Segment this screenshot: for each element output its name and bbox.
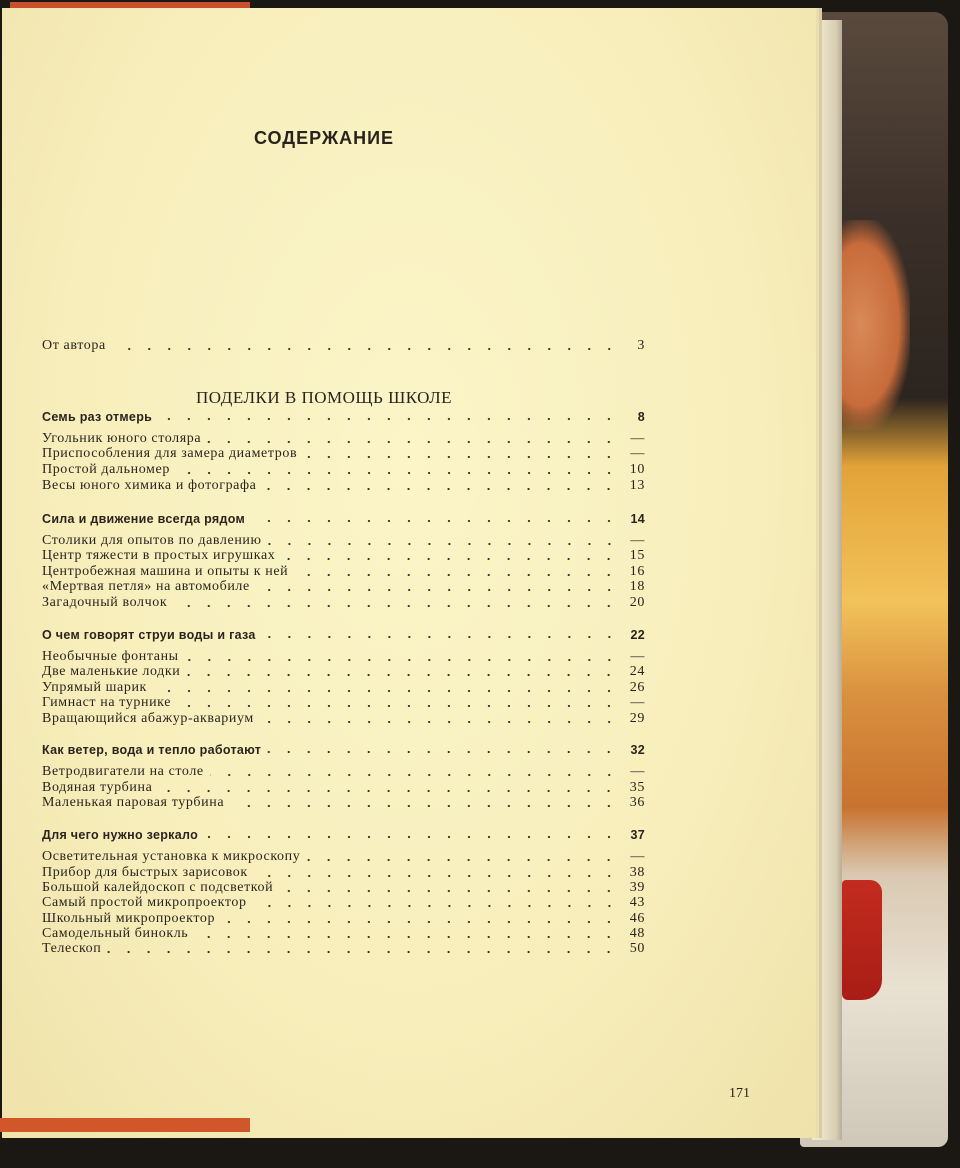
toc-entry-page: 35 — [629, 780, 645, 795]
toc-entry — [42, 478, 645, 494]
toc-entry — [42, 711, 645, 727]
toc-entry-page: 16 — [629, 564, 645, 579]
toc-entry-page: 29 — [629, 711, 645, 726]
toc-entry — [42, 431, 645, 447]
toc-entry-title: Водяная турбина — [42, 780, 153, 795]
toc-entry-title: Две маленькие лодки — [42, 664, 181, 679]
toc-leader — [262, 487, 619, 491]
toc-entry-title: Ветродвигатели на столе — [42, 764, 204, 779]
toc-leader — [158, 417, 619, 421]
toc-entry-page: 18 — [629, 579, 645, 594]
toc-entry-title: Телескоп — [42, 941, 102, 956]
toc-leader — [186, 673, 619, 677]
book-page — [2, 8, 816, 1138]
toc-section-title: Для чего нужно зеркало — [42, 828, 199, 842]
toc-entry-page: — — [630, 695, 645, 710]
toc-entry-title: Самодельный бинокль — [42, 926, 189, 941]
toc-leader — [267, 750, 619, 754]
toc-entry-page: 48 — [629, 926, 645, 941]
toc-leader — [107, 950, 619, 954]
toc-entry-page: 38 — [629, 865, 645, 880]
toc-section-page: 14 — [630, 512, 645, 526]
toc-leader — [294, 573, 619, 577]
toc-leader — [254, 874, 619, 878]
toc-entry-title: Прибор для быстрых зарисовок — [42, 865, 248, 880]
toc-entry-page: 24 — [629, 664, 645, 679]
toc-entry — [42, 446, 645, 462]
page-title: СОДЕРЖАНИЕ — [253, 128, 395, 148]
toc-entry — [42, 764, 645, 780]
toc-section — [42, 826, 645, 842]
toc-section-title: Как ветер, вода и тепло работают — [42, 743, 262, 757]
toc-entry — [42, 895, 645, 911]
toc-leader — [230, 804, 619, 808]
cover-illustration — [840, 220, 910, 430]
toc-entry-page: 36 — [629, 795, 645, 810]
toc-section-title: Сила и движение всегда рядом — [42, 512, 246, 526]
toc-entry — [42, 795, 645, 811]
page-edges — [812, 20, 842, 1140]
page-number: 171 — [729, 1086, 750, 1101]
toc-entry-title: Осветительная установка к микроскопу — [42, 849, 301, 864]
toc-entry-title: Центр тяжести в простых игрушках — [42, 548, 276, 563]
toc-entry — [42, 926, 645, 942]
toc-leader — [221, 920, 619, 924]
toc-entry-page: — — [630, 431, 645, 446]
toc-entry-title: Необычные фонтаны — [42, 649, 179, 664]
toc-entry — [42, 941, 645, 957]
toc-leader — [194, 935, 619, 939]
toc-entry-page: — — [630, 649, 645, 664]
toc-entry-page: 39 — [629, 880, 645, 895]
toc-entry — [42, 865, 645, 881]
toc-leader — [256, 588, 619, 592]
toc-section — [42, 408, 645, 424]
cover-edge-bottom — [0, 1118, 250, 1132]
toc-entry-title: Загадочный волчок — [42, 595, 168, 610]
toc-entry-page: — — [630, 533, 645, 548]
toc-entry — [42, 462, 645, 478]
toc-entry — [42, 780, 645, 796]
toc-section — [42, 741, 645, 757]
toc-entry-title: Большой калейдоскоп с подсветкой — [42, 880, 274, 895]
toc-entry-page: — — [630, 764, 645, 779]
toc-section-page: 37 — [630, 828, 645, 842]
toc-leader — [260, 720, 619, 724]
toc-entry-title: Самый простой микропроектор — [42, 895, 247, 910]
toc-entry-title: Гимнаст на турнике — [42, 695, 172, 710]
toc-leader — [176, 471, 619, 475]
toc-entry-page: 13 — [629, 478, 645, 493]
toc-entry — [42, 680, 645, 696]
toc-entry-page: 10 — [629, 462, 645, 477]
toc-entry-page: 26 — [629, 680, 645, 695]
toc-entry — [42, 548, 645, 564]
toc-leader — [153, 689, 619, 693]
toc-entry — [42, 564, 645, 580]
toc-section-title: О чем говорят струи воды и газа — [42, 628, 256, 642]
toc-entry — [42, 911, 645, 927]
toc-section — [42, 626, 645, 642]
toc-entry-page: 46 — [629, 911, 645, 926]
toc-entry-title: Маленькая паровая турбина — [42, 795, 225, 810]
toc-entry-title: Вращающийся абажур-аквариум — [42, 711, 254, 726]
toc-leader — [303, 455, 619, 459]
toc-entry-page: — — [630, 446, 645, 461]
toc-entry-title: Весы юного химика и фотографа — [42, 478, 257, 493]
toc-entry-page: 20 — [629, 595, 645, 610]
toc-section-title: Семь раз отмерь — [42, 410, 153, 424]
toc-entry-page: 3 — [637, 338, 645, 353]
cover-illustration-red — [842, 880, 882, 1000]
toc-entry-page: 50 — [629, 941, 645, 956]
toc-section-page: 22 — [630, 628, 645, 642]
part-title: ПОДЕЛКИ В ПОМОЩЬ ШКОЛЕ — [196, 388, 452, 407]
toc-entry — [42, 338, 645, 354]
toc-entry-title: Столики для опытов по давлению — [42, 533, 262, 548]
toc-entry-title: Упрямый шарик — [42, 680, 147, 695]
toc-entry-title: Школьный микропроектор — [42, 911, 216, 926]
toc-leader — [185, 658, 619, 662]
toc-entry-title: «Мертвая петля» на автомобиле — [42, 579, 250, 594]
toc-entry-page: 15 — [629, 548, 645, 563]
toc-entry-title: Приспособления для замера диаметров — [42, 446, 298, 461]
toc-entry — [42, 664, 645, 680]
toc-entry-title: От автора — [42, 338, 106, 353]
toc-entry-page: 43 — [629, 895, 645, 910]
toc-entry — [42, 533, 645, 549]
toc-entry-page: — — [630, 849, 645, 864]
toc-leader — [306, 858, 619, 862]
toc-leader — [262, 635, 619, 639]
toc-entry-title: Центробежная машина и опыты к ней — [42, 564, 289, 579]
toc-leader — [177, 704, 619, 708]
toc-entry — [42, 579, 645, 595]
toc-entry-title: Простой дальномер — [42, 462, 170, 477]
toc-leader — [281, 557, 619, 561]
toc-leader — [253, 904, 619, 908]
toc-leader — [251, 519, 619, 523]
toc-entry — [42, 880, 645, 896]
toc-leader — [279, 889, 619, 893]
toc-entry-title: Угольник юного столяра — [42, 431, 202, 446]
toc-section-page: 8 — [637, 410, 645, 424]
toc-leader — [210, 773, 619, 777]
toc-leader — [173, 604, 619, 608]
toc-entry — [42, 695, 645, 711]
toc-entry — [42, 849, 645, 865]
toc-section-page: 32 — [630, 743, 645, 757]
toc-entry — [42, 595, 645, 611]
toc-leader — [207, 440, 619, 444]
toc-entry — [42, 649, 645, 665]
toc-leader — [268, 542, 619, 546]
toc-leader — [158, 789, 619, 793]
toc-leader — [112, 347, 619, 351]
toc-section — [42, 510, 645, 526]
toc-leader — [204, 835, 619, 839]
